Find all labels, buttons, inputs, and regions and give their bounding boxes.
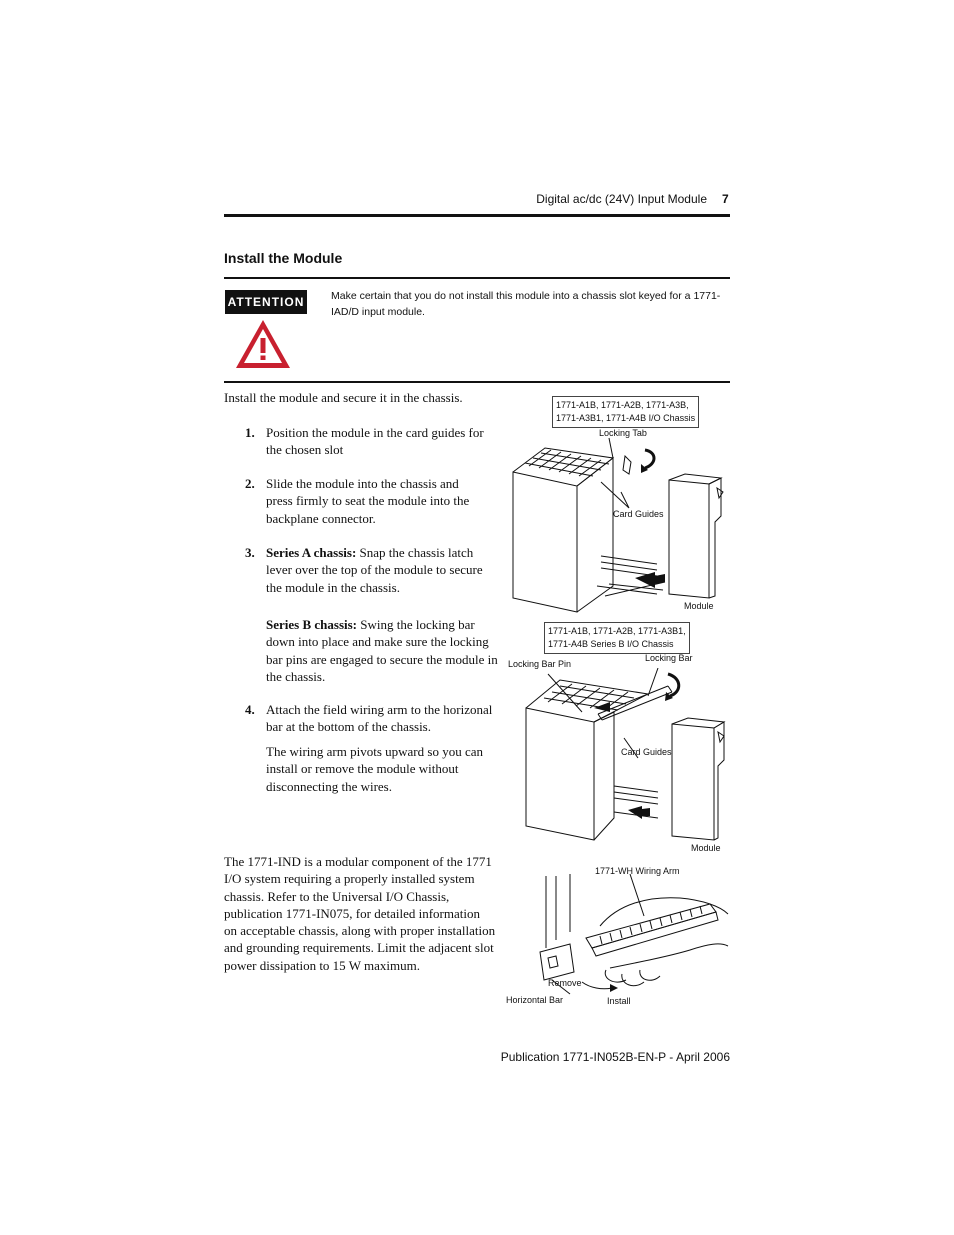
page-number: 7 [722, 192, 729, 206]
step-4-text: Attach the field wiring arm to the horizonal bar at the bottom of the chassis. [266, 702, 493, 735]
step-1-number: 1. [245, 425, 255, 440]
fig3-remove-label: Remove [548, 978, 582, 988]
fig2-chassis-line2: 1771-A4B Series B I/O Chassis [548, 639, 674, 649]
running-header-title: Digital ac/dc (24V) Input Module [536, 192, 707, 206]
fig1-chassis-line1: 1771-A1B, 1771-A2B, 1771-A3B, [556, 400, 689, 410]
attention-bottom-rule [224, 381, 730, 383]
fig2-chassis-label [544, 622, 690, 654]
fig1-chassis-illustration [505, 436, 730, 616]
fig1-module-label: Module [684, 601, 714, 611]
step-4-note: The wiring arm pivots upward so you can install or remove the module without disconnecting the wires. [266, 744, 483, 794]
series-b-label: Series B chassis: [266, 617, 357, 632]
fig2-chassis-line1: 1771-A1B, 1771-A2B, 1771-A3B1, [548, 626, 686, 636]
closing-paragraph: The 1771-IND is a modular component of the 1771 I/O system requiring a properly installed system chassis. Refer to the Universal I/O Chassis, publication 1771-IN075, for detailed information on acceptable chassis, along with proper installation and grounding requirements. Limit the adjacent slot power dissipation to 15 W maximum. [224, 854, 496, 973]
fig3-install-label: Install [607, 996, 631, 1006]
fig2-card-guides-label: Card Guides [621, 747, 672, 757]
attention-badge: ATTENTION [225, 290, 307, 314]
attention-top-rule [224, 277, 730, 279]
fig1-chassis-label [552, 396, 699, 428]
intro-text: Install the module and secure it in the chassis. [224, 390, 463, 405]
attention-message: Make certain that you do not install this module into a chassis slot keyed for a 1771-IAD/D input module. [331, 290, 721, 318]
fig1-chassis-line2: 1771-A3B1, 1771-A4B I/O Chassis [556, 413, 696, 423]
warning-triangle-icon [234, 318, 292, 370]
step-3-number: 3. [245, 545, 255, 560]
step-4-number: 4. [245, 702, 255, 717]
fig2-chassis-illustration [518, 668, 730, 843]
step-2-number: 2. [245, 476, 255, 491]
step-2-text: Slide the module into the chassis and press firmly to seat the module into the backplane connector. [266, 476, 470, 526]
footer-publication: Publication 1771-IN052B-EN-P - April 2006 [500, 1050, 730, 1064]
fig3-wiring-arm-label: 1771-WH Wiring Arm [595, 866, 680, 876]
fig1-locking-tab-label: Locking Tab [599, 428, 647, 438]
step-3-series-a [266, 544, 498, 596]
series-a-text: Snap the chassis latch lever over the top of the module to secure the module in the chassis. [266, 545, 483, 595]
fig3-horizontal-bar-label: Horizontal Bar [506, 995, 564, 1005]
fig2-module-label: Module [691, 843, 721, 853]
step-1-text: Position the module in the card guides for the chosen slot [266, 425, 484, 458]
fig2-locking-bar-pin-label: Locking Bar Pin [508, 659, 572, 669]
fig3-wiring-arm-illustration [530, 870, 730, 1005]
series-b-text: Swing the locking bar down into place and make sure the locking bar pins are engaged to secure the module in the chassis. [266, 617, 498, 684]
fig1-card-guides-label: Card Guides [613, 509, 664, 519]
fig2-locking-bar-label: Locking Bar [645, 653, 693, 663]
series-a-label: Series A chassis: [266, 545, 357, 560]
step-3-series-b [266, 616, 498, 685]
header-rule [224, 214, 730, 217]
section-title: Install the Module [224, 250, 343, 266]
